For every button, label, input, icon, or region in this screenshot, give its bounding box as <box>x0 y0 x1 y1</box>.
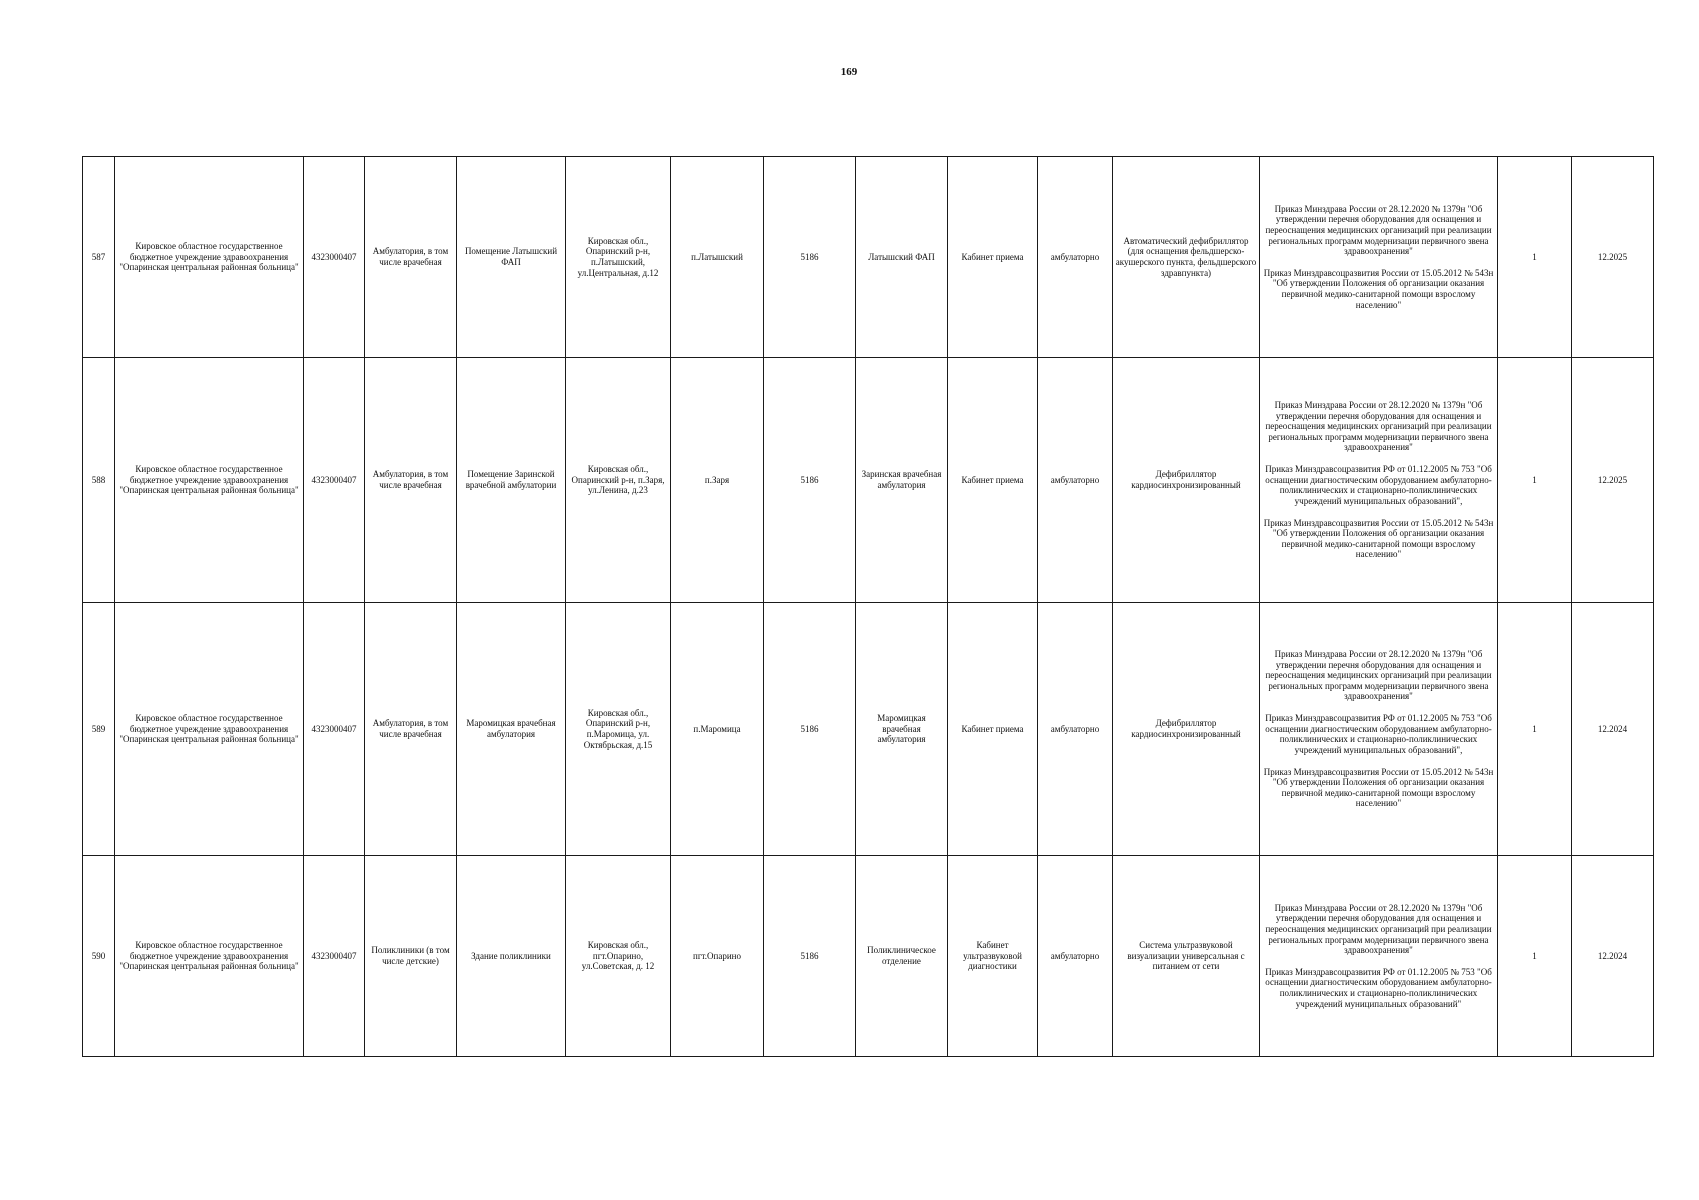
equipment-name: Автоматический дефибриллятор (для оснащения фельдшерско-акушерского пункта, фельдшерского здравпункта) <box>1113 157 1260 358</box>
facility-type: Амбулатория, в том числе врачебная <box>365 603 457 856</box>
row-number: 590 <box>83 856 115 1057</box>
legal-basis-paragraph: Приказ Минздравсоцразвития РФ от 01.12.2005 № 753 "Об оснащении диагностическим оборудованием амбулаторно-поликлинических и стационарно-поликлинических учреждений муниципальных образований", <box>1265 464 1492 506</box>
locality-code: 5186 <box>764 856 856 1057</box>
organization-name: Кировское областное государственное бюджетное учреждение здравоохранения "Опаринская центральная районная больница" <box>115 856 304 1057</box>
quantity: 1 <box>1498 603 1572 856</box>
room-name: Кабинет приема <box>948 603 1038 856</box>
unit-name: Заринская врачебная амбулатория <box>856 358 948 603</box>
care-type: амбулаторно <box>1038 603 1113 856</box>
equipment-name: Дефибриллятор кардиосинхронизированный <box>1113 358 1260 603</box>
unit-name: Маромицкая врачебная амбулатория <box>856 603 948 856</box>
table-row <box>83 157 1654 358</box>
legal-basis-paragraph: Приказ Минздрава России от 28.12.2020 № 1379н "Об утверждении перечня оборудования для оснащения и переоснащения медицинских организаций при реализации региональных программ модернизации первичного звена здравоохранения" <box>1265 203 1492 257</box>
care-type: амбулаторно <box>1038 856 1113 1057</box>
quantity: 1 <box>1498 157 1572 358</box>
legal-basis-paragraph: Приказ Минздравсоцразвития России от 15.05.2012 № 543н "Об утверждении Положения об организации оказания первичной медико-санитарной помощи взрослому населению" <box>1263 517 1494 560</box>
facility-type: Амбулатория, в том числе врачебная <box>365 358 457 603</box>
equipment-name: Дефибриллятор кардиосинхронизированный <box>1113 603 1260 856</box>
legal-basis <box>1260 358 1498 603</box>
locality: п.Маромица <box>671 603 764 856</box>
row-number: 588 <box>83 358 115 603</box>
due-date: 12.2025 <box>1572 157 1654 358</box>
quantity: 1 <box>1498 358 1572 603</box>
address: Кировская обл., пгт.Опарино, ул.Советская, д. 12 <box>566 856 671 1057</box>
legal-basis-paragraph: Приказ Минздравсоцразвития РФ от 01.12.2005 № 753 "Об оснащении диагностическим оборудованием амбулаторно-поликлинических и стационарно-поликлинических учреждений муниципальных образований" <box>1265 966 1492 1009</box>
unit-name: Латышский ФАП <box>856 157 948 358</box>
care-type: амбулаторно <box>1038 157 1113 358</box>
room-name: Кабинет приема <box>948 358 1038 603</box>
locality: пгт.Опарино <box>671 856 764 1057</box>
organization-name: Кировское областное государственное бюджетное учреждение здравоохранения "Опаринская центральная районная больница" <box>115 603 304 856</box>
organization-name: Кировское областное государственное бюджетное учреждение здравоохранения "Опаринская центральная районная больница" <box>115 157 304 358</box>
building-name: Помещение Латышский ФАП <box>457 157 566 358</box>
legal-basis-paragraph: Приказ Минздрава России от 28.12.2020 № 1379н "Об утверждении перечня оборудования для оснащения и переоснащения медицинских организаций при реализации региональных программ модернизации первичного звена здравоохранения" <box>1265 649 1492 702</box>
table-body <box>83 157 1654 1057</box>
equipment-table <box>82 156 1654 1057</box>
inn-code: 4323000407 <box>304 603 365 856</box>
table-row <box>83 603 1654 856</box>
facility-type: Поликлиники (в том числе детские) <box>365 856 457 1057</box>
address: Кировская обл., Опаринский р-н, п.Латышский, ул.Центральная, д.12 <box>566 157 671 358</box>
facility-type: Амбулатория, в том числе врачебная <box>365 157 457 358</box>
unit-name: Поликлиническое отделение <box>856 856 948 1057</box>
address: Кировская обл., Опаринский р-н, п.Маромица, ул. Октябрьская, д.15 <box>566 603 671 856</box>
legal-basis-paragraph: Приказ Минздрава России от 28.12.2020 № 1379н "Об утверждении перечня оборудования для оснащения и переоснащения медицинских организаций при реализации региональных программ модернизации первичного звена здравоохранения" <box>1265 400 1492 453</box>
building-name: Маромицкая врачебная амбулатория <box>457 603 566 856</box>
inn-code: 4323000407 <box>304 157 365 358</box>
care-type: амбулаторно <box>1038 358 1113 603</box>
locality-code: 5186 <box>764 603 856 856</box>
table-row <box>83 856 1654 1057</box>
legal-basis <box>1260 157 1498 358</box>
legal-basis <box>1260 603 1498 856</box>
locality-code: 5186 <box>764 157 856 358</box>
locality-code: 5186 <box>764 358 856 603</box>
page-number: 169 <box>840 66 858 78</box>
inn-code: 4323000407 <box>304 358 365 603</box>
room-name: Кабинет ультразвуковой диагностики <box>948 856 1038 1057</box>
locality: п.Латышский <box>671 157 764 358</box>
row-number: 589 <box>83 603 115 856</box>
legal-basis-paragraph: Приказ Минздрава России от 28.12.2020 № 1379н "Об утверждении перечня оборудования для оснащения и переоснащения медицинских организаций при реализации региональных программ модернизации первичного звена здравоохранения" <box>1265 902 1492 956</box>
address: Кировская обл., Опаринский р-н, п.Заря, ул.Ленина, д.23 <box>566 358 671 603</box>
due-date: 12.2024 <box>1572 856 1654 1057</box>
legal-basis-paragraph: Приказ Минздравсоцразвития России от 15.05.2012 № 543н "Об утверждении Положения об организации оказания первичной медико-санитарной помощи взрослому населению" <box>1263 267 1494 310</box>
inn-code: 4323000407 <box>304 856 365 1057</box>
legal-basis <box>1260 856 1498 1057</box>
organization-name: Кировское областное государственное бюджетное учреждение здравоохранения "Опаринская центральная районная больница" <box>115 358 304 603</box>
quantity: 1 <box>1498 856 1572 1057</box>
row-number: 587 <box>83 157 115 358</box>
equipment-name: Система ультразвуковой визуализации универсальная с питанием от сети <box>1113 856 1260 1057</box>
room-name: Кабинет приема <box>948 157 1038 358</box>
building-name: Здание поликлиники <box>457 856 566 1057</box>
building-name: Помещение Заринской врачебной амбулатории <box>457 358 566 603</box>
locality: п.Заря <box>671 358 764 603</box>
table-row <box>83 358 1654 603</box>
due-date: 12.2025 <box>1572 358 1654 603</box>
legal-basis-paragraph: Приказ Минздравсоцразвития РФ от 01.12.2005 № 753 "Об оснащении диагностическим оборудованием амбулаторно-поликлинических и стационарно-поликлинических учреждений муниципальных образований", <box>1265 713 1492 755</box>
due-date: 12.2024 <box>1572 603 1654 856</box>
legal-basis-paragraph: Приказ Минздравсоцразвития России от 15.05.2012 № 543н "Об утверждении Положения об организации оказания первичной медико-санитарной помощи взрослому населению" <box>1263 766 1494 809</box>
